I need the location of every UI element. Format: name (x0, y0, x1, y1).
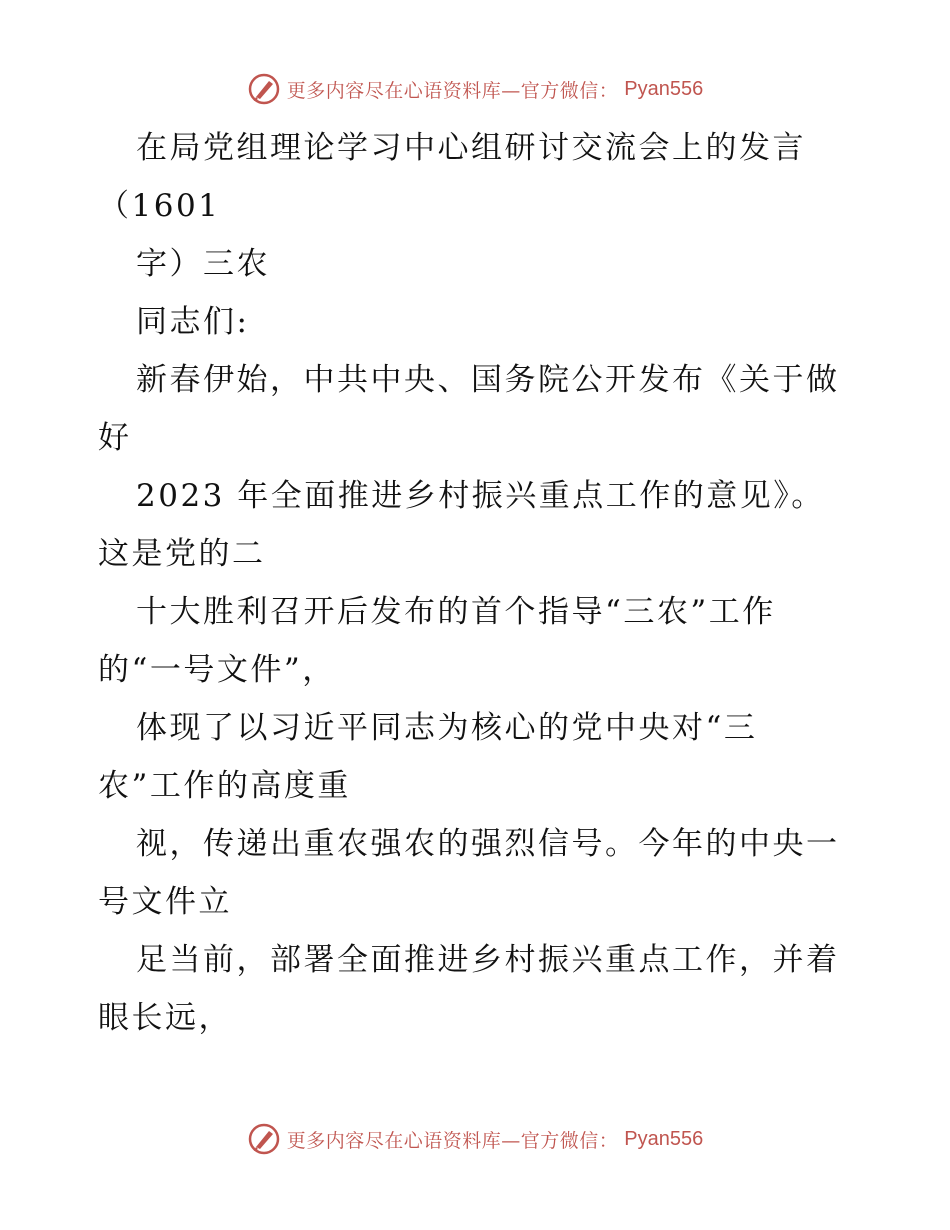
text-line: 十大胜利召开后发布的首个指导“三农”工作 (136, 594, 776, 630)
quill-pen-logo-icon (247, 1122, 281, 1156)
salutation: 同志们: (136, 304, 250, 340)
watermark-text: 更多内容尽在心语资料库—官方微信： (286, 79, 619, 102)
watermark-text: 更多内容尽在心语资料库—官方微信： (286, 1129, 619, 1152)
text-line: 号文件立 (98, 884, 232, 920)
watermark-wechat-id: Pyan556 (624, 1127, 704, 1150)
footer-watermark (0, 1122, 950, 1156)
text-line: 新春伊始，中共中央、国务院公开发布《关于做 (136, 362, 840, 398)
text-line: （1601 (98, 188, 221, 224)
text-line: 足当前，部署全面推进乡村振兴重点工作，并着 (136, 942, 840, 978)
watermark-wechat-id: Pyan556 (624, 77, 704, 100)
text-line: 好 (98, 420, 132, 456)
text-line: 2023 年全面推进乡村振兴重点工作的意见》。 (136, 478, 825, 514)
text-line: 农”工作的高度重 (98, 768, 351, 804)
document-title: 在局党组理论学习中心组研讨交流会上的发言 (136, 130, 806, 166)
header-watermark (0, 72, 950, 106)
text-line: 眼长远， (98, 1000, 232, 1036)
text-line: 体现了以习近平同志为核心的党中央对“三 (136, 710, 758, 746)
text-line: 视，传递出重农强农的强烈信号。今年的中央一 (136, 826, 840, 862)
quill-pen-logo-icon (247, 72, 281, 106)
text-line: 字）三农 (136, 246, 270, 282)
text-line: 的“一号文件”， (98, 652, 336, 688)
text-line: 这是党的二 (98, 536, 266, 572)
